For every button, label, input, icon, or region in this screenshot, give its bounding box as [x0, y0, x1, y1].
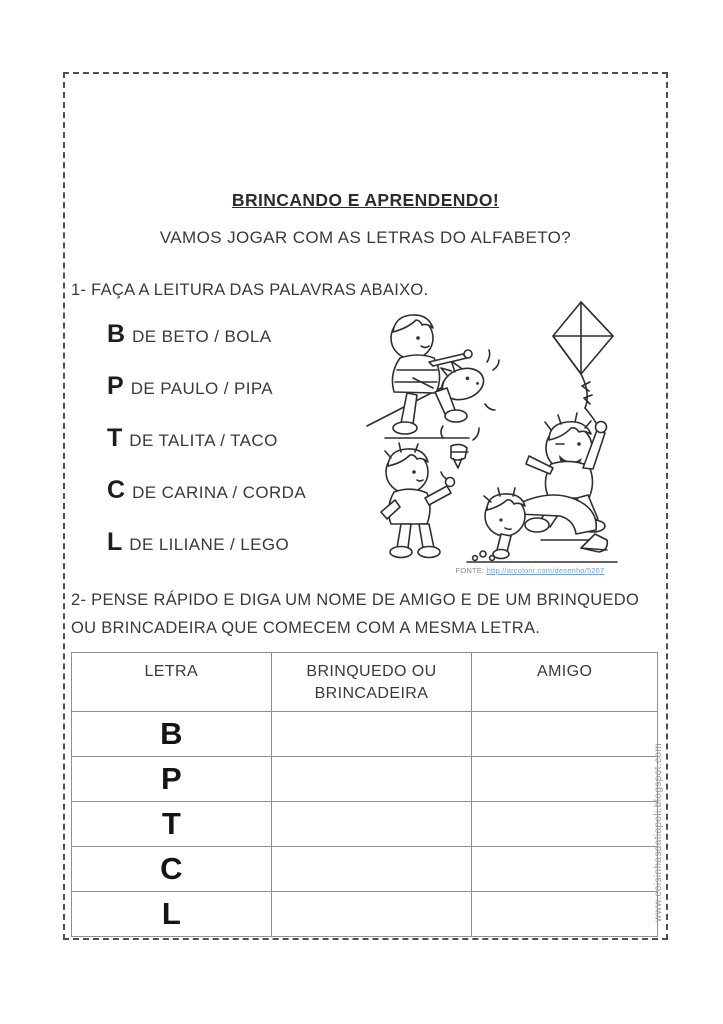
letter-cell: C	[72, 847, 272, 892]
letter-cell: B	[72, 712, 272, 757]
table-row	[72, 712, 658, 757]
answers-table	[71, 652, 658, 937]
page-title: BRINCANDO E APRENDENDO!	[231, 190, 500, 210]
list-letter: B	[107, 320, 126, 348]
list-letter: C	[107, 476, 126, 504]
answer-cell-amigo	[472, 802, 658, 847]
list-item	[107, 528, 357, 580]
answer-cell-brinquedo	[271, 892, 472, 937]
answer-cell-amigo	[472, 892, 658, 937]
source-link[interactable]: http://arcolorir.com/desenho/5267	[486, 566, 605, 575]
list-item	[107, 320, 357, 372]
exercise-1-prompt: 1- FAÇA A LEITURA DAS PALAVRAS ABAIXO.	[71, 281, 429, 299]
list-words: DE CARINA / CORDA	[132, 483, 307, 502]
answer-cell-amigo	[472, 757, 658, 802]
table-row	[72, 757, 658, 802]
children-playing-illustration	[355, 296, 665, 568]
source-label: FONTE:	[455, 566, 485, 575]
image-source-line	[395, 566, 665, 575]
blog-watermark: www.coisinhasdatiapoli.blogspot.com	[653, 742, 664, 922]
table-row	[72, 847, 658, 892]
list-letter: T	[107, 424, 123, 452]
list-words: DE TALITA / TACO	[129, 431, 278, 450]
table-row	[72, 802, 658, 847]
list-item	[107, 476, 357, 528]
page-subtitle: VAMOS JOGAR COM AS LETRAS DO ALFABETO?	[159, 228, 572, 247]
header-brinquedo: BRINQUEDO OU BRINCADEIRA	[271, 653, 472, 712]
answer-cell-amigo	[472, 712, 658, 757]
letter-word-list	[107, 320, 357, 580]
letter-cell: T	[72, 802, 272, 847]
worksheet-page	[63, 72, 668, 940]
letter-cell: P	[72, 757, 272, 802]
children-playing-drawing	[355, 296, 665, 568]
answer-cell-brinquedo	[271, 757, 472, 802]
list-item	[107, 372, 357, 424]
list-letter: P	[107, 372, 124, 400]
list-words: DE LILIANE / LEGO	[129, 535, 290, 554]
table-row	[72, 892, 658, 937]
exercise-2-prompt: 2- PENSE RÁPIDO E DIGA UM NOME DE AMIGO E DE UM BRINQUEDO OU BRINCADEIRA QUE COMECEM COM A MESMA LETRA.	[71, 591, 640, 637]
answer-cell-brinquedo	[271, 847, 472, 892]
letter-cell: L	[72, 892, 272, 937]
list-letter: L	[107, 528, 123, 556]
header-letra: LETRA	[72, 653, 272, 712]
header-amigo: AMIGO	[472, 653, 658, 712]
answer-cell-brinquedo	[271, 802, 472, 847]
answer-cell-brinquedo	[271, 712, 472, 757]
list-item	[107, 424, 357, 476]
list-words: DE PAULO / PIPA	[130, 379, 274, 398]
answer-cell-amigo	[472, 847, 658, 892]
list-words: DE BETO / BOLA	[132, 327, 272, 346]
table-header-row	[72, 653, 658, 712]
